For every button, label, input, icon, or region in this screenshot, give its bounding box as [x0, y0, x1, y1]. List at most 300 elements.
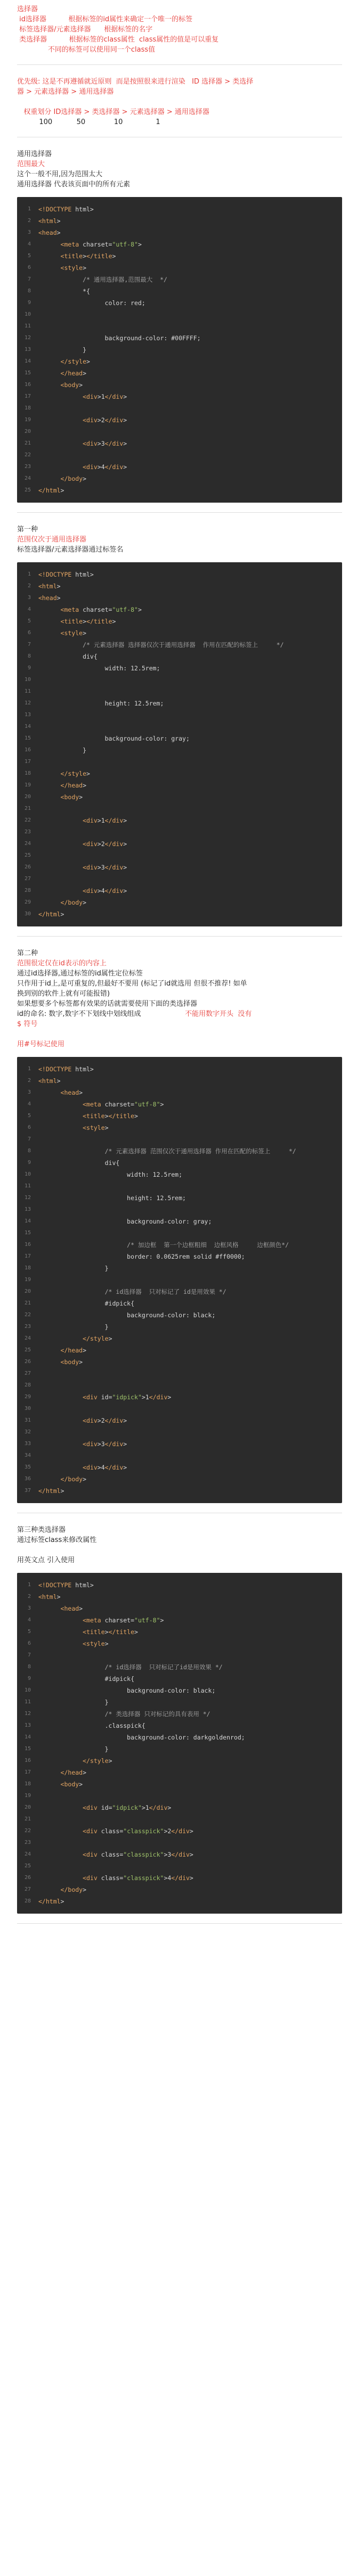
line-number: 1 [27, 571, 31, 577]
code-line [17, 1802, 342, 1814]
code-line [17, 1368, 342, 1380]
line-number: 5 [27, 253, 31, 259]
line-number: 16 [24, 1242, 31, 1248]
code-line [17, 1426, 342, 1438]
code-text: <title></title> [60, 618, 116, 625]
line-number: 23 [24, 464, 31, 470]
code-text: background-color: black; [38, 1311, 216, 1319]
code-text [38, 1650, 342, 1661]
code-line [17, 239, 342, 250]
code-line [17, 1321, 342, 1333]
line-number: 4 [27, 606, 31, 612]
code-text [38, 1403, 342, 1415]
code-text: border: 0.0625rem solid #ff0000; [38, 1253, 245, 1260]
code-text: <head> [60, 1605, 83, 1612]
line-number: 3 [27, 1089, 31, 1095]
code-line [17, 616, 342, 627]
line-number: 17 [24, 1769, 31, 1775]
code-text [38, 709, 342, 721]
line-number: 18 [24, 405, 31, 411]
line-number: 23 [24, 1840, 31, 1845]
code-line [17, 1145, 342, 1157]
line-number: 19 [24, 417, 31, 423]
code-line [17, 1650, 342, 1661]
line-number: 15 [24, 1230, 31, 1236]
code-text: } [38, 746, 87, 754]
text-span-highlight: 不能用数字开头 没有 [141, 1010, 252, 1018]
code-text: width: 12.5rem; [38, 664, 160, 672]
code-text: <style> [60, 629, 87, 637]
text-line: 选择器 [17, 5, 38, 13]
line-number: 5 [27, 1629, 31, 1635]
line-number: 14 [24, 1218, 31, 1224]
code-line [17, 791, 342, 803]
code-line [17, 768, 342, 780]
code-line [17, 1755, 342, 1767]
code-text: <html> [38, 1077, 61, 1085]
code-line [17, 1204, 342, 1216]
line-number: 10 [24, 1171, 31, 1177]
code-line [17, 1696, 342, 1708]
code-line [17, 1579, 342, 1591]
section-element [17, 524, 342, 937]
code-line [17, 356, 342, 367]
code-text: /* 加边框 第一个边框粗细 边框风格 边框颜色*/ [38, 1241, 289, 1249]
code-text: <div>2</div> [83, 416, 127, 424]
code-block [17, 1057, 342, 1503]
code-line [17, 850, 342, 862]
line-number: 26 [24, 864, 31, 870]
divider [17, 1923, 342, 1924]
code-text: <!DOCTYPE html> [38, 1581, 94, 1589]
code-block [17, 562, 342, 926]
code-line [17, 803, 342, 815]
code-text: <div>4</div> [83, 1464, 127, 1471]
code-text: <title></title> [60, 252, 116, 260]
code-text [38, 1426, 342, 1438]
line-number: 22 [24, 1828, 31, 1834]
code-line [17, 1626, 342, 1638]
code-line [17, 1169, 342, 1180]
text-line [17, 1009, 342, 1019]
code-text: /* id选择器 只对标记了id是用效果 */ [38, 1663, 223, 1671]
code-text: /* 元素选择器 选择器仅次于通用选择器 作用在匹配的标签上 */ [38, 641, 284, 649]
code-text: <div>4</div> [83, 887, 127, 895]
line-number: 23 [24, 829, 31, 835]
code-line [17, 1134, 342, 1145]
text-line: 这个一般不用,因为范围太大 [17, 170, 103, 178]
text-line: 只作用于id上,是可重复的,但最好不要用 (标记了id就选用 但很不推荐! 如单 [17, 980, 247, 988]
code-line [17, 1837, 342, 1849]
text-line [17, 1545, 342, 1555]
code-line [17, 662, 342, 674]
code-line [17, 485, 342, 496]
code-text: <body> [60, 1358, 83, 1366]
code-line [17, 709, 342, 721]
code-text: /* 类选择器 只对标记的具有表用 */ [38, 1710, 210, 1718]
code-text [38, 1204, 342, 1216]
text-line: 如果想要多个标签都有效果的话就需要使用下面的类选择器 [17, 1000, 198, 1008]
line-number: 13 [24, 347, 31, 352]
code-line [17, 1075, 342, 1087]
line-number: 15 [24, 735, 31, 741]
line-number: 21 [24, 806, 31, 811]
line-number: 6 [27, 1640, 31, 1646]
line-number: 3 [27, 229, 31, 235]
line-number: 18 [24, 770, 31, 776]
code-line [17, 873, 342, 885]
code-line [17, 344, 342, 356]
code-line [17, 1333, 342, 1344]
code-text: <style> [83, 1124, 109, 1131]
code-text [38, 686, 342, 698]
code-text: <title></title> [83, 1628, 138, 1636]
text-line: $ 符号 [17, 1020, 38, 1028]
code-text: <meta charset="utf-8"> [60, 606, 142, 613]
line-number: 16 [24, 382, 31, 388]
code-line [17, 686, 342, 698]
code-block [17, 197, 342, 503]
code-line [17, 721, 342, 733]
sections [17, 149, 342, 1924]
line-number: 31 [24, 1417, 31, 1423]
code-line [17, 1485, 342, 1497]
text-line: 标签选择器/元素选择器 根据标签的名字 [17, 26, 153, 34]
code-text: #idpick{ [38, 1675, 135, 1683]
line-number: 27 [24, 876, 31, 882]
code-line [17, 1860, 342, 1872]
code-text: <meta charset="utf-8"> [83, 1101, 164, 1108]
line-number: 25 [24, 1347, 31, 1353]
code-line [17, 815, 342, 826]
line-number: 19 [24, 1277, 31, 1283]
line-number: 6 [27, 1125, 31, 1130]
text-line [17, 1029, 342, 1039]
line-number: 7 [27, 1652, 31, 1658]
code-line [17, 1063, 342, 1075]
code-line [17, 838, 342, 850]
code-line [17, 1767, 342, 1778]
line-number: 9 [27, 665, 31, 671]
line-number: 13 [24, 1722, 31, 1728]
code-line [17, 674, 342, 686]
code-line [17, 885, 342, 897]
code-line [17, 698, 342, 709]
divider [17, 512, 342, 513]
code-text: </body> [60, 1886, 87, 1893]
code-line [17, 1251, 342, 1262]
code-text: </style> [83, 1335, 112, 1342]
line-number: 12 [24, 1195, 31, 1201]
code-text: <style> [60, 264, 87, 272]
line-number: 21 [24, 1300, 31, 1306]
code-line [17, 391, 342, 403]
text-line [17, 97, 342, 107]
code-line [17, 1896, 342, 1907]
code-line [17, 1603, 342, 1614]
line-number: 8 [27, 1664, 31, 1670]
code-line [17, 1391, 342, 1403]
text-line: 标签选择器/元素选择器通过标签名 [17, 546, 124, 554]
code-block [17, 1573, 342, 1914]
code-line [17, 215, 342, 227]
text-line: 范围很定仅在id表示的内容上 [17, 959, 107, 967]
line-number: 14 [24, 358, 31, 364]
text-line: 通用选择器 [17, 150, 52, 158]
code-line [17, 733, 342, 744]
code-text: <meta charset="utf-8"> [60, 241, 142, 248]
text-line: 100 50 10 1 [17, 118, 160, 126]
line-number: 33 [24, 1441, 31, 1447]
code-line [17, 297, 342, 309]
code-text: <html> [38, 1593, 61, 1601]
code-text [38, 873, 342, 885]
line-number: 2 [27, 1078, 31, 1084]
code-line [17, 1661, 342, 1673]
code-line [17, 1732, 342, 1743]
line-number: 20 [24, 1804, 31, 1810]
line-number: 7 [27, 1136, 31, 1142]
text-line: 器 > 元素选择器 > 通用选择器 [17, 88, 114, 96]
line-number: 12 [24, 700, 31, 706]
line-number: 4 [27, 1617, 31, 1623]
code-text: <!DOCTYPE html> [38, 1065, 94, 1073]
line-number: 17 [24, 393, 31, 399]
line-number: 4 [27, 1101, 31, 1107]
code-line [17, 592, 342, 604]
code-line [17, 203, 342, 215]
code-line [17, 367, 342, 379]
code-line [17, 1673, 342, 1685]
code-text [38, 850, 342, 862]
code-line [17, 1884, 342, 1896]
line-number: 23 [24, 1324, 31, 1330]
code-line [17, 1438, 342, 1450]
text-line: 换到别的软件上就有可能报错) [17, 990, 110, 998]
code-line [17, 449, 342, 461]
line-number: 16 [24, 747, 31, 753]
code-line [17, 1098, 342, 1110]
line-number: 21 [24, 440, 31, 446]
line-number: 24 [24, 841, 31, 847]
line-number: 18 [24, 1265, 31, 1271]
code-text: } [38, 1699, 109, 1706]
text-line: 通过标签class来修改属性 [17, 1536, 97, 1544]
code-text: background-color: gray; [38, 735, 190, 742]
line-number: 15 [24, 370, 31, 376]
code-line [17, 580, 342, 592]
code-line [17, 1473, 342, 1485]
line-number: 25 [24, 1863, 31, 1869]
line-number: 20 [24, 429, 31, 434]
code-text [38, 309, 342, 321]
code-text: } [38, 1745, 109, 1753]
code-line [17, 1591, 342, 1603]
line-number: 9 [27, 1160, 31, 1166]
code-text [38, 1380, 342, 1391]
code-text: /* 通用选择器,范围最大 */ [38, 276, 167, 283]
code-text [38, 826, 342, 838]
code-text [38, 1227, 342, 1239]
code-line [17, 227, 342, 239]
code-text: div{ [38, 1159, 120, 1167]
code-text: <style> [83, 1640, 109, 1647]
code-text [38, 803, 342, 815]
code-text: } [38, 1265, 109, 1272]
code-line [17, 651, 342, 662]
line-number: 16 [24, 1758, 31, 1763]
code-line [17, 274, 342, 285]
line-number: 17 [24, 1253, 31, 1259]
code-line [17, 250, 342, 262]
code-text: width: 12.5rem; [38, 1171, 183, 1178]
code-line [17, 1849, 342, 1860]
code-line [17, 1708, 342, 1720]
code-text: <div>2</div> [83, 1417, 127, 1424]
text-line: 范围仅次于通用选择器 [17, 536, 87, 544]
code-text: </head> [60, 370, 87, 377]
code-line [17, 1087, 342, 1098]
line-number: 25 [24, 487, 31, 493]
line-number: 26 [24, 1875, 31, 1881]
code-line [17, 1403, 342, 1415]
divider [17, 64, 342, 65]
line-number: 1 [27, 1066, 31, 1072]
line-number: 28 [24, 1382, 31, 1388]
code-line [17, 639, 342, 651]
line-number: 22 [24, 1312, 31, 1318]
line-number: 18 [24, 1781, 31, 1787]
code-text [38, 1180, 342, 1192]
code-line [17, 1286, 342, 1298]
code-line [17, 1216, 342, 1227]
code-text: <div>3</div> [83, 864, 127, 871]
line-number: 21 [24, 1816, 31, 1822]
code-line [17, 473, 342, 485]
code-line [17, 426, 342, 438]
code-text: <div>2</div> [83, 840, 127, 848]
text-line: 权重划分 ID选择器 > 类选择器 > 元素选择器 > 通用选择器 [17, 108, 209, 116]
line-number: 27 [24, 1886, 31, 1892]
line-number: 6 [27, 630, 31, 636]
code-text: height: 12.5rem; [38, 700, 164, 707]
code-text [38, 1450, 342, 1462]
code-text [38, 449, 342, 461]
code-line [17, 1239, 342, 1251]
text-line: 第一种 [17, 526, 38, 534]
line-number: 2 [27, 583, 31, 589]
code-text [38, 721, 342, 733]
line-number: 5 [27, 1113, 31, 1119]
line-number: 22 [24, 452, 31, 458]
line-number: 8 [27, 288, 31, 294]
code-line [17, 1638, 342, 1650]
line-number: 12 [24, 335, 31, 341]
code-line [17, 1685, 342, 1696]
text-line: 用#号标记使用 [17, 1040, 64, 1048]
code-text: background-color: #00FFFF; [38, 334, 201, 342]
code-line [17, 321, 342, 332]
code-text: color: red; [38, 299, 145, 307]
code-text: <title></title> [83, 1112, 138, 1120]
code-text: height: 12.5rem; [38, 1194, 186, 1202]
code-text: background-color: darkgoldenrod; [38, 1734, 245, 1741]
code-line [17, 1814, 342, 1825]
line-number: 3 [27, 1605, 31, 1611]
code-text [38, 1814, 342, 1825]
code-text: <div>4</div> [83, 463, 127, 471]
code-line [17, 908, 342, 920]
text-line: 不同的标签可以使用同一个class值 [17, 46, 156, 54]
code-text: } [38, 346, 87, 354]
section-classsel [17, 1525, 342, 1924]
code-text: <div class="classpick">3</div> [83, 1851, 193, 1858]
code-text [38, 1837, 342, 1849]
line-number: 9 [27, 1676, 31, 1681]
code-line [17, 414, 342, 426]
line-number: 35 [24, 1464, 31, 1470]
code-text [38, 674, 342, 686]
text-line: 第三种类选择器 [17, 1526, 66, 1534]
code-line [17, 1825, 342, 1837]
line-number: 1 [27, 206, 31, 212]
code-line [17, 1462, 342, 1473]
code-text [38, 1790, 342, 1802]
line-number: 34 [24, 1453, 31, 1458]
line-number: 13 [24, 712, 31, 718]
code-line [17, 403, 342, 414]
code-line [17, 1180, 342, 1192]
code-text: /* 元素选择器 范围仅次于通用选择器 作用在匹配的标签上 */ [38, 1147, 296, 1155]
code-text [38, 1134, 342, 1145]
code-text: <!DOCTYPE html> [38, 571, 94, 578]
code-text: <html> [38, 583, 61, 590]
code-line [17, 780, 342, 791]
code-line [17, 1614, 342, 1626]
code-text: <div id="idpick">1</div> [83, 1804, 172, 1811]
code-text: *{ [38, 288, 90, 295]
code-text: </body> [60, 1475, 87, 1483]
line-number: 5 [27, 618, 31, 624]
line-number: 22 [24, 817, 31, 823]
code-text: <head> [38, 229, 61, 236]
code-line [17, 1157, 342, 1169]
line-number: 14 [24, 724, 31, 729]
code-line [17, 1309, 342, 1321]
code-text: </body> [60, 899, 87, 906]
code-text: </style> [60, 358, 90, 365]
line-number: 32 [24, 1429, 31, 1435]
code-text: <!DOCTYPE html> [38, 206, 94, 213]
line-number: 20 [24, 1289, 31, 1294]
line-number: 11 [24, 1183, 31, 1189]
line-number: 9 [27, 300, 31, 306]
article [17, 4, 342, 1935]
code-line [17, 285, 342, 297]
code-line [17, 309, 342, 321]
code-line [17, 897, 342, 908]
code-text: <html> [38, 217, 61, 225]
line-number: 10 [24, 677, 31, 683]
line-number: 29 [24, 1394, 31, 1400]
code-line [17, 1192, 342, 1204]
code-line [17, 1122, 342, 1134]
code-text: <div class="classpick">4</div> [83, 1874, 193, 1882]
code-line [17, 569, 342, 580]
line-number: 2 [27, 218, 31, 224]
code-text: /* id选择器 只对标记了 id是用效果 */ [38, 1288, 226, 1295]
code-line [17, 756, 342, 768]
